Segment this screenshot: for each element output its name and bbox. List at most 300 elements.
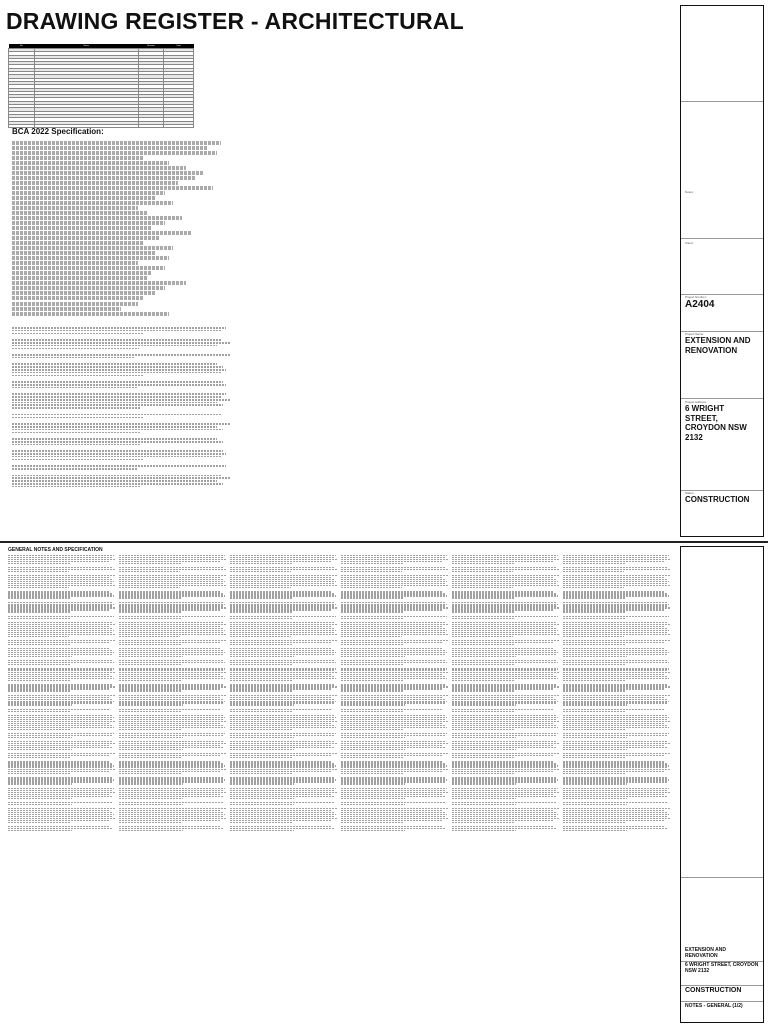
project-name-field-2	[685, 947, 759, 959]
notes-paragraph	[452, 660, 559, 665]
notes-paragraph	[230, 684, 337, 691]
status-field-2	[685, 987, 759, 995]
notes-paragraph	[119, 567, 226, 572]
notes-paragraph	[12, 354, 230, 358]
spec-item	[12, 141, 221, 145]
notes-paragraph	[452, 555, 559, 564]
text-line	[563, 783, 627, 784]
notes-paragraph	[119, 648, 226, 657]
notes-paragraph	[563, 567, 670, 572]
notes-paragraph	[563, 695, 670, 706]
register-rows	[9, 49, 194, 128]
client-field: Client:	[685, 241, 694, 245]
text-line	[12, 423, 230, 425]
text-line	[12, 459, 143, 461]
notes-paragraph	[341, 733, 448, 738]
text-line	[341, 680, 403, 681]
notes-paragraph	[119, 660, 226, 665]
title-block	[680, 5, 764, 537]
text-line	[563, 757, 626, 758]
text-line	[230, 563, 293, 564]
text-line	[12, 441, 223, 443]
notes-paragraph	[119, 715, 226, 730]
notes-paragraph	[8, 733, 115, 738]
notes-paragraph	[8, 753, 115, 758]
notes-paragraph	[563, 788, 670, 799]
text-line	[230, 798, 294, 799]
project-address-2: 6 WRIGHT STREET, CROYDON NSW 2132	[685, 962, 759, 974]
text-line	[119, 644, 182, 645]
notes-paragraph	[230, 555, 337, 564]
notes-paragraph	[563, 753, 670, 758]
text-line	[119, 749, 183, 750]
text-line	[12, 384, 226, 386]
spec-item	[12, 256, 169, 260]
text-line	[452, 798, 516, 799]
column-header-date: Date	[164, 44, 194, 49]
notes-paragraph	[452, 761, 559, 774]
text-line	[230, 680, 292, 681]
spec-item	[12, 216, 182, 220]
text-line	[563, 690, 626, 691]
notes-paragraph	[341, 567, 448, 572]
notes-paragraph	[452, 648, 559, 657]
text-line	[12, 354, 230, 356]
text-line	[230, 644, 293, 645]
text-line	[563, 636, 624, 637]
text-line	[12, 468, 138, 470]
text-line	[230, 571, 291, 572]
notes-paragraph	[341, 622, 448, 637]
text-line	[230, 704, 294, 705]
notes-paragraph	[8, 788, 115, 799]
spec-item	[12, 236, 160, 240]
text-line	[230, 729, 292, 730]
text-line	[452, 783, 516, 784]
notes-paragraph	[119, 753, 226, 758]
text-line	[341, 597, 403, 598]
spec-item	[12, 312, 169, 316]
text-line	[230, 822, 293, 823]
notes-paragraph	[341, 602, 448, 613]
notes-paragraph	[12, 475, 230, 488]
notes-paragraph	[119, 733, 226, 738]
notes-paragraph	[341, 668, 448, 681]
notes-paragraph	[8, 808, 115, 823]
text-line	[8, 749, 72, 750]
text-line	[8, 729, 70, 730]
text-line	[341, 822, 404, 823]
text-line	[119, 563, 182, 564]
notes-paragraph	[452, 668, 559, 681]
notes-paragraph	[563, 715, 670, 730]
spec-item	[12, 146, 208, 150]
text-line	[12, 456, 221, 458]
page-title: DRAWING REGISTER - ARCHITECTURAL	[6, 8, 464, 34]
notes-paragraph	[230, 695, 337, 706]
text-line	[341, 773, 404, 774]
notes-paragraph	[119, 668, 226, 681]
notes-paragraph	[12, 423, 230, 433]
notes-column	[341, 555, 448, 834]
notes-paragraph	[341, 753, 448, 758]
notes-paragraph	[563, 808, 670, 823]
notes-paragraph	[341, 591, 448, 598]
text-line	[341, 729, 403, 730]
text-line	[119, 704, 183, 705]
notes-paragraph	[452, 777, 559, 784]
text-line	[12, 381, 223, 383]
spec-item	[12, 261, 138, 265]
notes-column	[8, 555, 115, 834]
spec-item	[12, 211, 147, 215]
text-line	[12, 348, 139, 350]
notes-column	[452, 555, 559, 834]
notes-paragraph	[341, 684, 448, 691]
notes-paragraph	[341, 808, 448, 823]
text-line	[452, 729, 514, 730]
notes-paragraph	[8, 802, 115, 805]
notes-column	[119, 555, 226, 834]
text-line	[230, 636, 291, 637]
spec-item	[12, 266, 165, 270]
text-line	[12, 407, 140, 409]
notes-paragraph	[563, 622, 670, 637]
notes-paragraph	[119, 684, 226, 691]
text-line	[452, 749, 516, 750]
text-line	[12, 453, 226, 455]
text-line	[12, 357, 135, 359]
spec-item	[12, 226, 152, 230]
text-line	[119, 804, 183, 805]
text-line	[119, 664, 181, 665]
text-line	[119, 757, 182, 758]
table-cell	[138, 124, 164, 127]
text-line	[230, 830, 294, 831]
notes-paragraph	[119, 802, 226, 805]
project-name-2: EXTENSION AND RENOVATION	[685, 947, 726, 959]
text-line	[12, 414, 221, 416]
notes-paragraph	[12, 363, 230, 376]
notes-paragraph	[230, 761, 337, 774]
status-value-2: CONSTRUCTION	[685, 987, 742, 994]
notes-paragraph	[563, 591, 670, 598]
text-line	[12, 330, 221, 332]
text-line	[452, 711, 515, 712]
notes-paragraph	[230, 788, 337, 799]
notes-paragraph	[452, 802, 559, 805]
text-line	[230, 587, 291, 588]
notes-paragraph	[12, 339, 230, 349]
notes-paragraph	[8, 616, 115, 619]
column-header-no: No.	[9, 44, 35, 49]
text-line	[341, 704, 405, 705]
notes-paragraph	[563, 640, 670, 645]
spec-item	[12, 171, 204, 175]
notes-paragraph	[119, 788, 226, 799]
notes-paragraph	[8, 555, 115, 564]
text-line	[12, 486, 140, 488]
text-line	[12, 444, 140, 446]
text-line	[563, 664, 625, 665]
text-line	[119, 798, 183, 799]
notes-paragraph	[452, 788, 559, 799]
notes-paragraph	[341, 640, 448, 645]
notes-paragraph	[452, 753, 559, 758]
status-value: CONSTRUCTION	[685, 495, 750, 504]
notes-paragraph	[452, 709, 559, 712]
text-line	[563, 822, 626, 823]
notes-paragraph	[230, 640, 337, 645]
text-line	[119, 773, 182, 774]
text-line	[12, 429, 223, 431]
text-line	[452, 563, 515, 564]
spec-item	[12, 201, 173, 205]
notes-paragraph	[230, 777, 337, 784]
text-line	[12, 438, 217, 440]
notes-paragraph	[119, 616, 226, 619]
notes-paragraph	[8, 575, 115, 588]
text-line	[119, 711, 182, 712]
notes-paragraph	[119, 575, 226, 588]
text-line	[341, 587, 402, 588]
text-line	[12, 475, 221, 477]
text-line	[12, 399, 230, 401]
notes-paragraph	[230, 622, 337, 637]
notes-paragraph	[8, 709, 115, 712]
spec-item	[12, 151, 217, 155]
text-line	[341, 644, 404, 645]
notes-paragraph	[119, 808, 226, 823]
text-line	[452, 773, 515, 774]
notes-paragraph	[119, 591, 226, 598]
spec-item	[12, 161, 169, 165]
text-line	[119, 636, 180, 637]
notes-paragraph	[452, 684, 559, 691]
notes-paragraph	[341, 555, 448, 564]
notes-paragraph	[563, 826, 670, 831]
text-line	[230, 749, 294, 750]
notes-paragraph	[341, 802, 448, 805]
text-line	[8, 830, 72, 831]
notes-paragraph	[12, 414, 230, 418]
text-line	[563, 618, 625, 619]
notes-paragraph	[8, 668, 115, 681]
spec-heading: BCA 2022 Specification:	[12, 127, 104, 136]
spec-item	[12, 271, 152, 275]
spec-item	[12, 302, 138, 306]
text-line	[8, 737, 72, 738]
notes-paragraph	[119, 695, 226, 706]
notes-paragraph	[12, 327, 230, 334]
text-line	[8, 822, 71, 823]
text-line	[563, 749, 627, 750]
notes-paragraph	[452, 640, 559, 645]
text-line	[8, 773, 71, 774]
text-line	[341, 636, 402, 637]
notes-paragraph	[230, 709, 337, 712]
text-line	[452, 656, 516, 657]
spec-item	[12, 241, 143, 245]
text-line	[452, 757, 515, 758]
text-line	[119, 830, 183, 831]
text-line	[341, 749, 405, 750]
text-line	[12, 480, 217, 482]
text-line	[341, 798, 405, 799]
text-line	[8, 587, 69, 588]
notes-paragraph	[119, 761, 226, 774]
notes-paragraph	[563, 616, 670, 619]
text-line	[12, 402, 217, 404]
text-line	[12, 369, 226, 371]
notes-paragraph	[230, 660, 337, 665]
notes-paragraph	[341, 826, 448, 831]
text-line	[563, 737, 627, 738]
spec-item	[12, 291, 156, 295]
notes-paragraph	[563, 684, 670, 691]
notes-paragraph	[119, 622, 226, 637]
text-line	[8, 804, 72, 805]
text-line	[12, 426, 217, 428]
text-line	[452, 704, 516, 705]
spec-list	[12, 141, 230, 317]
spec-item	[12, 231, 191, 235]
text-line	[12, 375, 143, 377]
text-line	[8, 597, 70, 598]
spec-item	[12, 281, 186, 285]
text-line	[12, 396, 221, 398]
text-line	[8, 618, 70, 619]
text-line	[341, 656, 405, 657]
text-line	[12, 465, 226, 467]
text-line	[230, 656, 294, 657]
text-line	[563, 611, 626, 612]
drawing-title-field	[685, 1003, 759, 1009]
text-line	[8, 563, 71, 564]
text-line	[8, 636, 69, 637]
notes-paragraph	[452, 622, 559, 637]
notes-paragraph	[8, 715, 115, 730]
text-line	[8, 690, 71, 691]
project-name: EXTENSION AND RENOVATION	[685, 336, 751, 355]
text-line	[8, 704, 72, 705]
notes-paragraph	[230, 648, 337, 657]
text-line	[563, 830, 627, 831]
text-line	[12, 345, 217, 347]
text-line	[12, 404, 223, 406]
notes-paragraph	[341, 715, 448, 730]
notes-paragraph	[452, 567, 559, 572]
text-line	[119, 680, 181, 681]
text-line	[230, 804, 294, 805]
text-line	[230, 618, 292, 619]
notes-paragraph	[8, 761, 115, 774]
text-line	[452, 587, 513, 588]
notes-paragraph	[341, 788, 448, 799]
text-line	[8, 611, 71, 612]
notes-paragraph	[12, 393, 230, 409]
notes-paragraph	[8, 826, 115, 831]
notes-paragraph	[452, 741, 559, 750]
text-line	[12, 483, 223, 485]
text-line	[12, 372, 221, 374]
spec-item	[12, 166, 186, 170]
text-line	[452, 737, 516, 738]
project-number: A2404	[685, 299, 715, 310]
table-cell	[164, 124, 194, 127]
drawing-register-table	[8, 44, 194, 128]
notes-paragraph	[341, 777, 448, 784]
text-line	[12, 417, 143, 419]
notes-paragraph	[230, 826, 337, 831]
text-line	[230, 690, 293, 691]
notes-paragraph	[230, 602, 337, 613]
text-line	[452, 664, 514, 665]
notes-paragraph	[230, 753, 337, 758]
text-line	[563, 729, 625, 730]
notes-column	[230, 555, 337, 834]
notes-paragraph	[563, 555, 670, 564]
text-line	[12, 477, 230, 479]
notes-paragraph	[230, 741, 337, 750]
notes-paragraph	[230, 616, 337, 619]
text-line	[8, 656, 72, 657]
notes-paragraph	[452, 575, 559, 588]
notes-paragraph	[563, 733, 670, 738]
project-address-field: Project Address: 6 WRIGHT STREET, CROYDON NSW 2132	[685, 400, 759, 442]
text-line	[119, 618, 181, 619]
notes-paragraph	[119, 741, 226, 750]
project-address-field-2	[685, 962, 759, 974]
spec-item	[12, 246, 173, 250]
notes-paragraph	[563, 648, 670, 657]
column-header-revision: Revision	[138, 44, 164, 49]
text-line	[563, 571, 624, 572]
text-line	[12, 450, 223, 452]
text-line	[452, 690, 515, 691]
notes-paragraph	[341, 648, 448, 657]
text-line	[341, 618, 403, 619]
notes-paragraph	[8, 640, 115, 645]
notes-paragraph	[452, 616, 559, 619]
notes-paragraph	[230, 802, 337, 805]
text-line	[119, 597, 181, 598]
notes-paragraph	[230, 733, 337, 738]
notes-paragraph	[230, 808, 337, 823]
text-line	[8, 711, 71, 712]
notes-paragraph	[563, 660, 670, 665]
notes-paragraph	[452, 826, 559, 831]
text-line	[452, 618, 514, 619]
notes-paragraph	[8, 648, 115, 657]
notes-paragraph	[563, 668, 670, 681]
spec-item	[12, 156, 143, 160]
notes-paragraph	[8, 741, 115, 750]
notes-paragraph	[119, 777, 226, 784]
text-line	[452, 830, 516, 831]
text-line	[12, 363, 217, 365]
text-line	[563, 804, 627, 805]
notes-heading: GENERAL NOTES AND SPECIFICATION	[8, 547, 103, 553]
text-line	[230, 597, 292, 598]
text-line	[452, 822, 515, 823]
spec-item	[12, 296, 143, 300]
text-line	[230, 664, 292, 665]
notes-field: Notes:	[685, 190, 694, 194]
text-line	[452, 611, 515, 612]
text-line	[12, 333, 143, 335]
notes-paragraph	[341, 741, 448, 750]
